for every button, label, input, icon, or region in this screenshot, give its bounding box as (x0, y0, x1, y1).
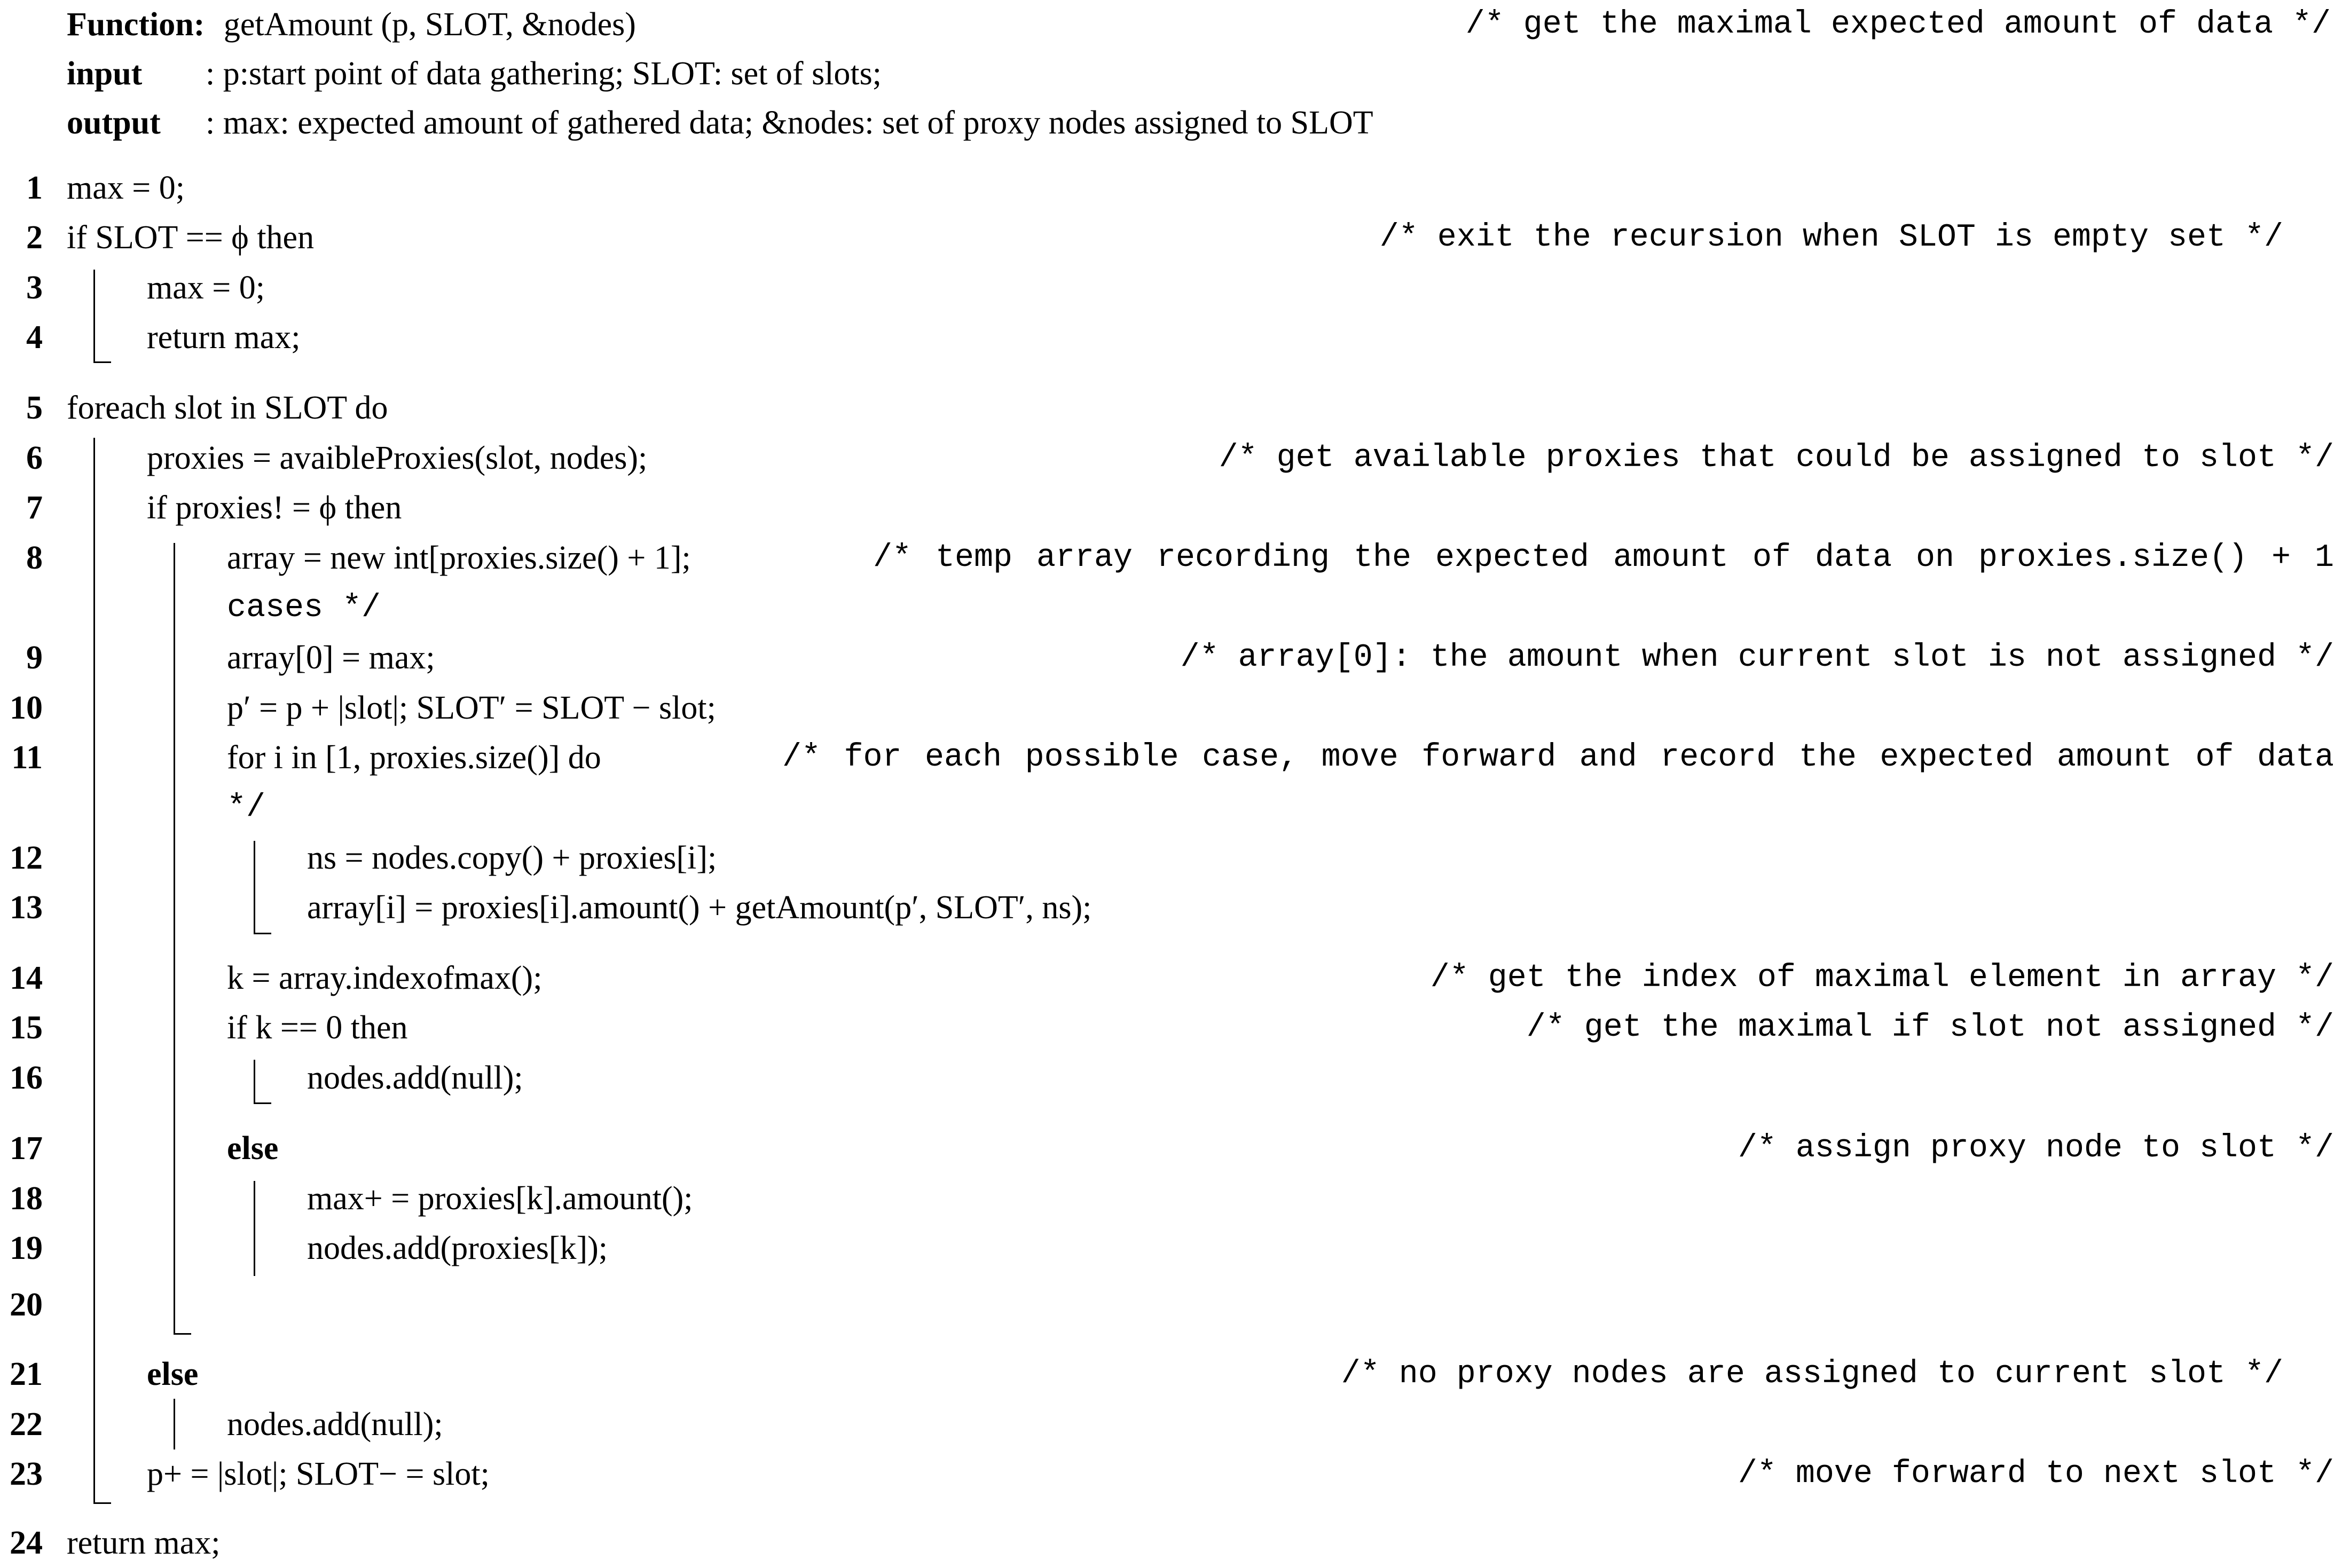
code-comment: /* array[0]: the amount when current slot is not assigned */ (1180, 640, 2334, 676)
line-number: 6 (26, 440, 43, 476)
line-number: 24 (10, 1525, 43, 1561)
code-line (0, 833, 2342, 883)
code-text: if proxies! = ϕ then (147, 490, 402, 526)
line-number: 1 (26, 170, 43, 206)
line-number: 20 (10, 1287, 43, 1323)
code-line (0, 953, 2342, 1003)
code-text: max = 0; (67, 170, 185, 206)
line-number: 3 (26, 270, 43, 306)
line-number: 7 (26, 490, 43, 526)
line-number: 12 (10, 840, 43, 876)
code-text: return max; (67, 1525, 221, 1561)
code-comment: /* get the index of maximal element in array */ (1430, 960, 2334, 996)
line-number: 4 (26, 319, 43, 356)
code-text: array[i] = proxies[i].amount() + getAmount(p′, SLOT′, ns); (307, 889, 1092, 926)
code-comment: /* get the maximal if slot not assigned */ (1526, 1010, 2334, 1046)
line-number: 19 (10, 1230, 43, 1266)
code-text: nodes.add(null); (227, 1406, 443, 1443)
code-text: if k == 0 then (227, 1010, 408, 1046)
code-text: max+ = proxies[k].amount(); (307, 1180, 693, 1217)
code-text: max = 0; (147, 270, 265, 306)
line-number: 10 (10, 690, 43, 726)
code-line (0, 1053, 2342, 1103)
code-text: proxies = avaibleProxies(slot, nodes); (147, 440, 648, 476)
line-number: 22 (10, 1406, 43, 1443)
line-number: 8 (26, 540, 43, 576)
code-line (0, 1223, 2342, 1273)
line-number: 23 (10, 1456, 43, 1492)
code-line (0, 1518, 2342, 1568)
code-line (0, 212, 2342, 263)
code-text: nodes.add(proxies[k]); (307, 1230, 608, 1266)
code-text: nodes.add(null); (307, 1060, 523, 1096)
code-comment: /* move forward to next slot */ (1738, 1456, 2334, 1492)
block-guide (254, 1181, 255, 1276)
line-number: 14 (10, 960, 43, 996)
function-comment: /* get the maximal expected amount of data */ (1465, 6, 2331, 43)
function-keyword: Function: (67, 6, 205, 43)
line-number: 13 (10, 889, 43, 926)
code-line (0, 1173, 2342, 1224)
line-number: 2 (26, 219, 43, 256)
code-text: array = new int[proxies.size() + 1]; (227, 540, 691, 576)
code-text: for i in [1, proxies.size()] do (227, 739, 601, 776)
code-comment: /* no proxy nodes are assigned to current slot */ (1341, 1356, 2283, 1392)
code-line (0, 312, 2342, 363)
code-line (0, 263, 2342, 313)
line-number: 21 (10, 1356, 43, 1392)
input-line (67, 49, 2331, 98)
function-line (67, 0, 2331, 49)
code-text: array[0] = max; (227, 640, 435, 676)
block-guide (254, 1060, 271, 1104)
output-line (67, 98, 2331, 147)
input-keyword: input (67, 56, 143, 92)
output-text: : max: expected amount of gathered data; &nodes: set of proxy nodes assigned to SLOT (206, 105, 1373, 141)
block-guide (254, 841, 271, 934)
line-number: 16 (10, 1060, 43, 1096)
code-line (0, 483, 2342, 533)
code-comment: /* for each possible case, move forward and record the expected amount of data */ (227, 739, 2334, 826)
output-keyword: output (67, 105, 161, 141)
code-line (0, 1123, 2342, 1173)
code-line (0, 633, 2342, 683)
line-number: 18 (10, 1180, 43, 1217)
code-comment: /* get available proxies that could be assigned to slot */ (1219, 440, 2334, 476)
code-comment: /* temp array recording the expected amount of data on proxies.size() + 1 cases */ (227, 540, 2334, 626)
line-number: 5 (26, 390, 43, 426)
line-number: 17 (10, 1130, 43, 1167)
code-line (0, 533, 2342, 633)
code-line (0, 163, 2342, 213)
code-line (0, 433, 2342, 483)
code-text: p′ = p + |slot|; SLOT′ = SLOT − slot; (227, 690, 716, 726)
code-text: ns = nodes.copy() + proxies[i]; (307, 840, 717, 876)
code-line (0, 1449, 2342, 1499)
code-text: else (147, 1356, 199, 1392)
input-text: : p:start point of data gathering; SLOT: set of slots; (206, 56, 882, 92)
code-line (0, 1349, 2342, 1399)
algorithm-header (67, 0, 2331, 147)
code-line (0, 883, 2342, 933)
block-guide (93, 438, 111, 1504)
code-text: k = array.indexofmax(); (227, 960, 543, 996)
code-line (0, 1399, 2342, 1449)
code-text: else (227, 1130, 279, 1167)
code-text: return max; (147, 319, 301, 356)
line-number: 15 (10, 1010, 43, 1046)
code-comment: /* assign proxy node to slot */ (1738, 1130, 2334, 1167)
block-guide (174, 1399, 175, 1449)
code-text: if SLOT == ϕ then (67, 219, 315, 256)
code-line (0, 1003, 2342, 1053)
code-line (0, 732, 2342, 833)
block-guide (174, 543, 191, 1335)
function-signature: getAmount (p, SLOT, &nodes) (223, 6, 636, 43)
block-guide (93, 270, 111, 363)
line-number: 9 (26, 640, 43, 676)
code-line (0, 683, 2342, 733)
code-line (0, 1280, 2342, 1330)
code-line (0, 383, 2342, 433)
line-number: 11 (11, 739, 43, 776)
code-text: p+ = |slot|; SLOT− = slot; (147, 1456, 490, 1492)
code-comment: /* exit the recursion when SLOT is empty set */ (1379, 219, 2283, 256)
code-text: foreach slot in SLOT do (67, 390, 388, 426)
